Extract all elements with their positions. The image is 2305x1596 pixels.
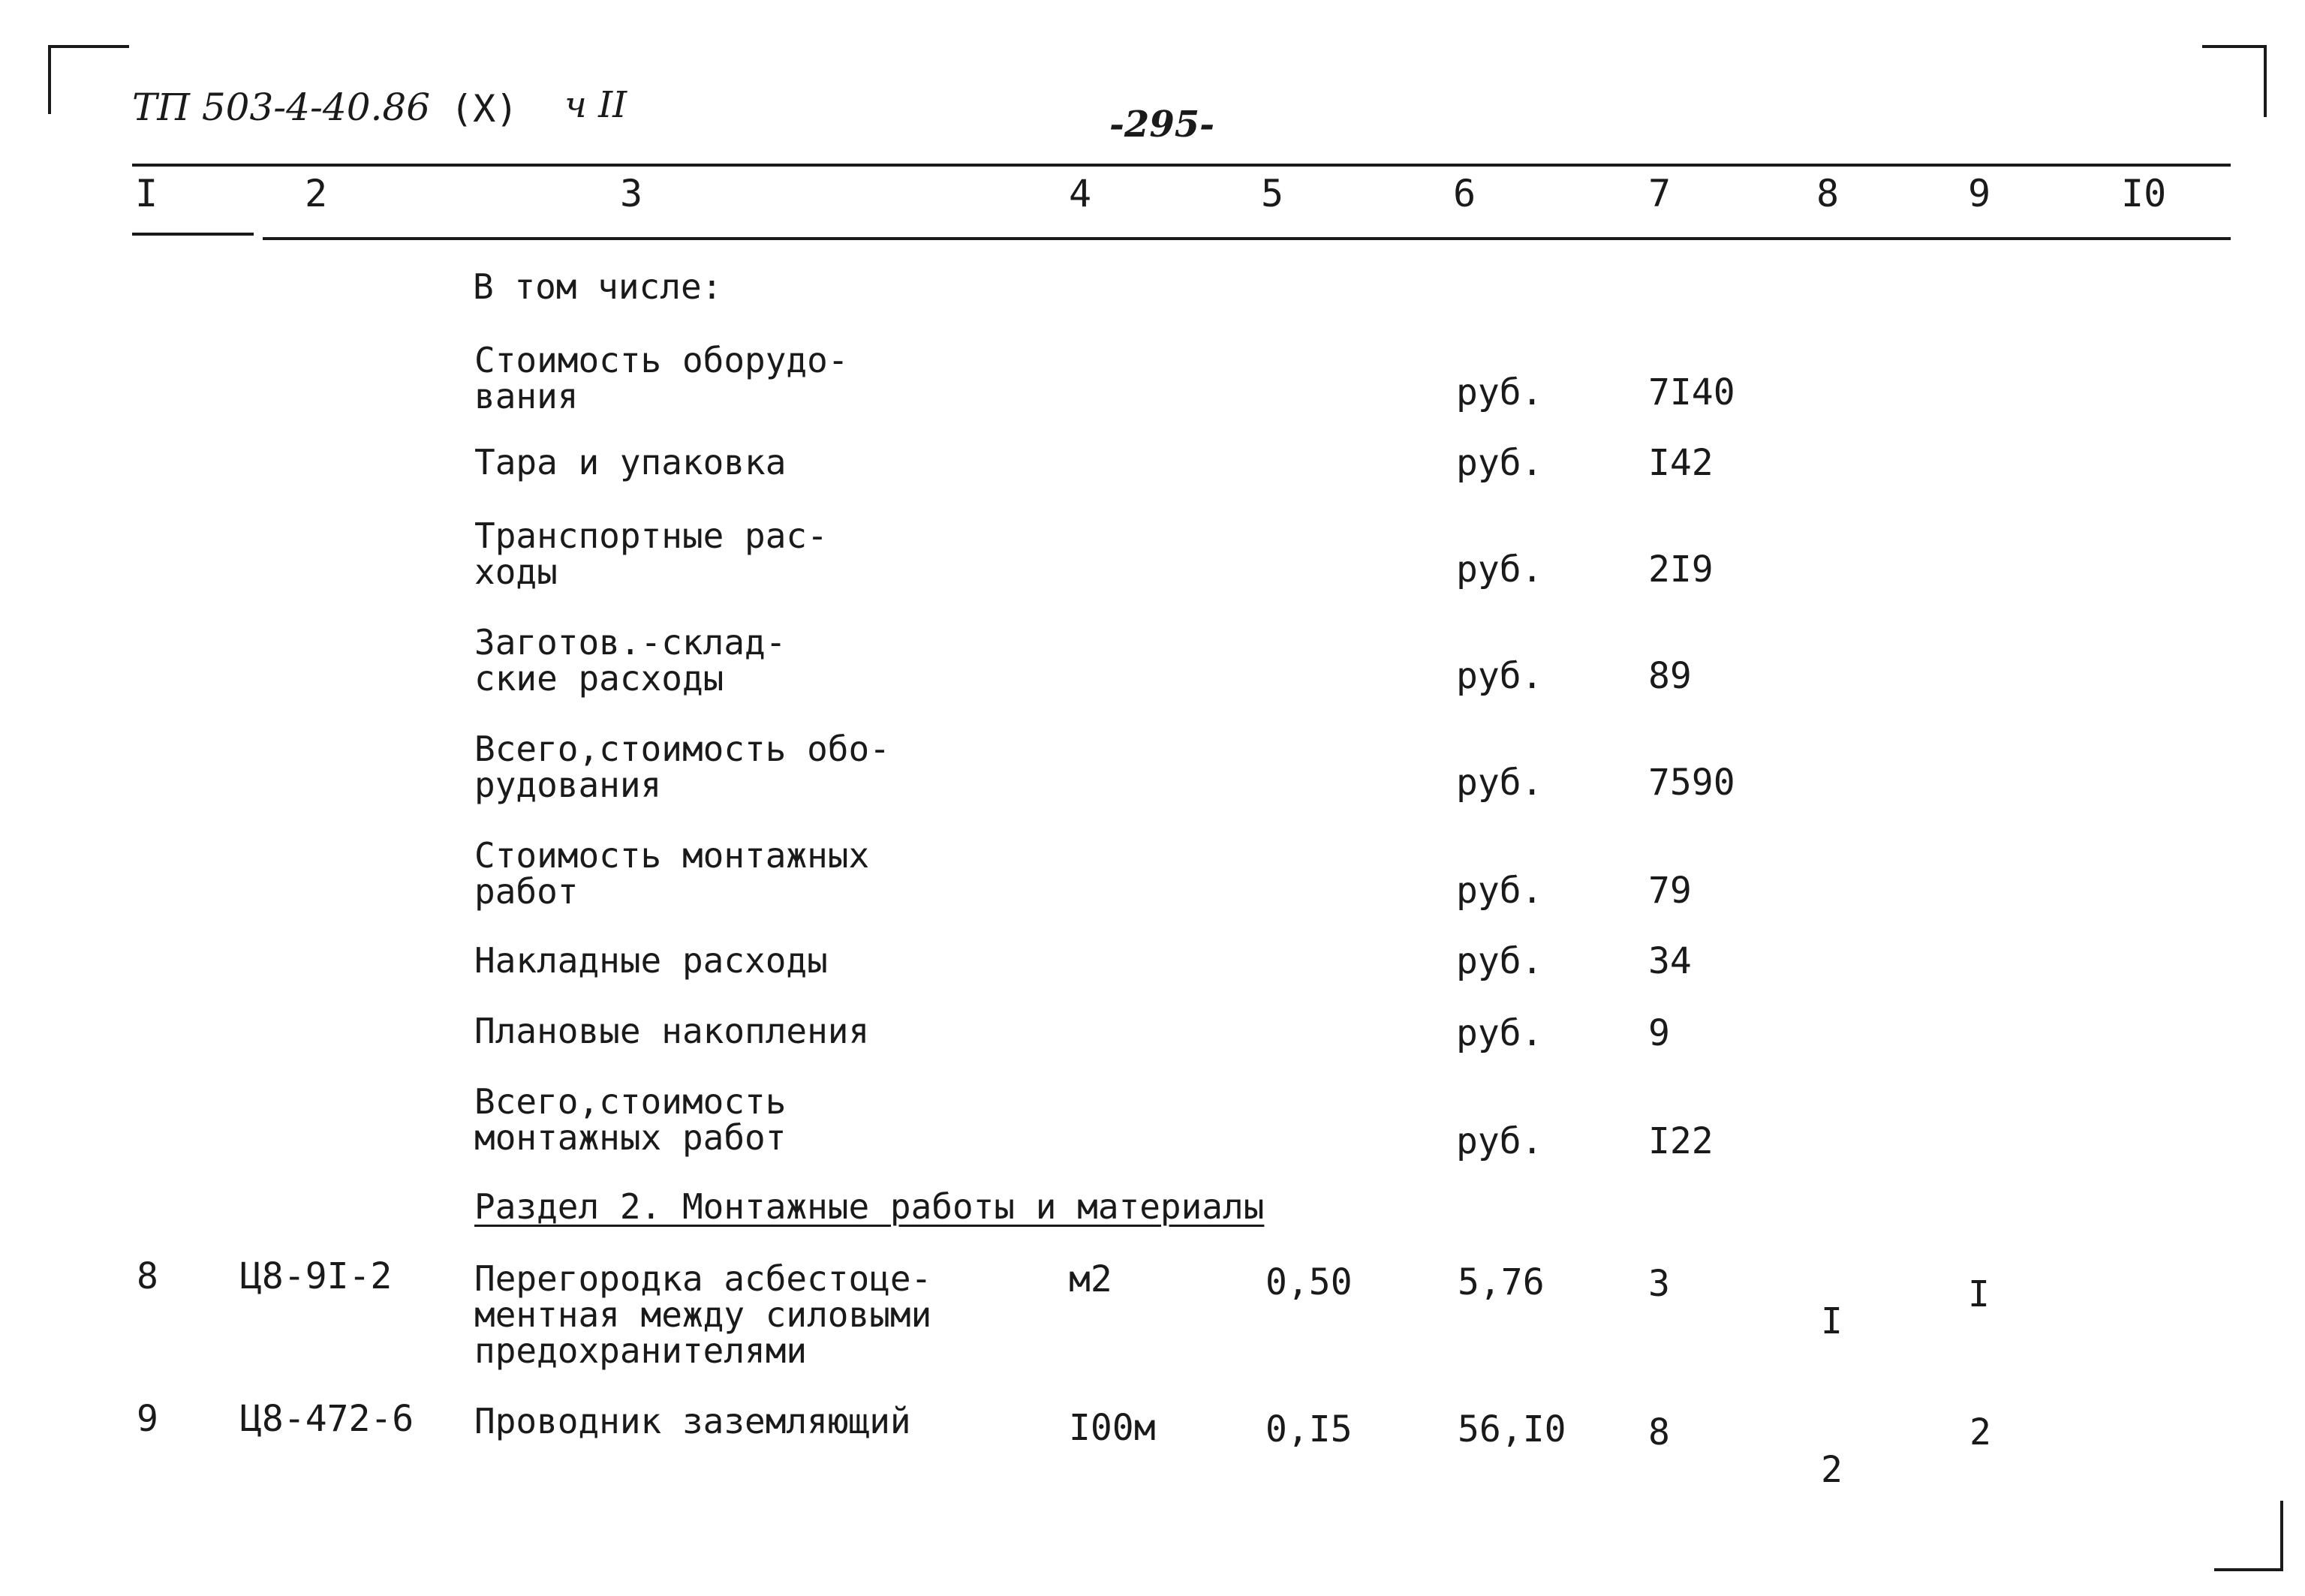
column-header-3: 3 (620, 172, 643, 215)
subtotal-value: 89 (1648, 655, 1692, 697)
item-col9: 2 (1969, 1411, 1991, 1453)
item-unit: м2 (1069, 1258, 1112, 1300)
subtotal-value: 9 (1648, 1012, 1670, 1054)
corner-mark-bottom-right (2214, 1501, 2283, 1571)
table-top-rule (132, 164, 2231, 167)
item-total: 8 (1648, 1411, 1670, 1453)
subtotal-unit: руб. (1456, 442, 1543, 484)
item-code: Ц8-472-6 (240, 1398, 414, 1440)
subtotal-unit: руб. (1456, 1120, 1543, 1162)
item-number: 9 (137, 1398, 158, 1440)
item-unit-price: 56,I0 (1458, 1408, 1566, 1450)
column-header-6: 6 (1453, 172, 1476, 215)
table-header-rule (263, 237, 2231, 240)
item-number: 8 (137, 1255, 158, 1297)
corner-mark-top-left (48, 45, 129, 114)
subtotal-name: Тара и упаковка (474, 442, 787, 482)
subtotal-unit: руб. (1456, 549, 1543, 591)
subtotal-unit: руб. (1456, 655, 1543, 697)
item-unit: I00м (1069, 1407, 1156, 1449)
subtotal-value: 79 (1648, 870, 1692, 912)
subtotal-value: 7590 (1648, 762, 1735, 804)
item-col9: I (1968, 1273, 1990, 1315)
column-header-5: 5 (1261, 172, 1284, 215)
column-header-9: 9 (1968, 172, 1991, 215)
item-col8: I (1821, 1300, 1843, 1342)
part-label: ч II (564, 84, 627, 126)
subtotal-name: Транспортные рас- ходы (474, 515, 828, 592)
column-header-10: I0 (2121, 172, 2167, 215)
item-total: 3 (1648, 1263, 1670, 1305)
subtotal-name: Всего,стоимость монтажных работ (474, 1081, 787, 1158)
table-header-rule-left (132, 233, 254, 236)
subtotal-name: Всего,стоимость обо- рудования (474, 729, 890, 805)
subtotal-value: 2I9 (1648, 549, 1714, 591)
subtotal-unit: руб. (1456, 870, 1543, 912)
item-name: Проводник заземляющий (474, 1401, 911, 1441)
subtotal-unit: руб. (1456, 762, 1543, 804)
item-unit-price: 5,76 (1458, 1261, 1545, 1303)
column-header-1: I (135, 172, 158, 215)
volume-label: (X) (450, 87, 519, 131)
subtotal-name: Накладные расходы (474, 940, 828, 981)
subtotal-name: Заготов.-склад- ские расходы (474, 622, 787, 699)
section-heading: Раздел 2. Монтажные работы и материалы (474, 1186, 1265, 1227)
subtotal-value: 7I40 (1648, 371, 1735, 413)
subtotal-name: Стоимость оборудо- вания (474, 340, 849, 416)
item-col8: 2 (1821, 1449, 1843, 1491)
column-header-7: 7 (1648, 172, 1672, 215)
corner-mark-top-right (2202, 45, 2267, 117)
subtotal-name: Плановые накопления (474, 1011, 870, 1051)
subtotal-name: Стоимость монтажных работ (474, 835, 870, 912)
subtotal-intro: В том числе: (473, 266, 723, 307)
page-number: -295- (1109, 104, 1215, 146)
subtotal-value: I42 (1648, 442, 1714, 484)
item-quantity: 0,50 (1265, 1261, 1353, 1303)
subtotal-unit: руб. (1456, 371, 1543, 413)
item-name: Перегородка асбестоце- ментная между силовыми предохранителями (474, 1258, 932, 1371)
item-quantity: 0,I5 (1265, 1408, 1353, 1450)
column-header-4: 4 (1069, 172, 1092, 215)
subtotal-value: I22 (1648, 1120, 1714, 1162)
item-code: Ц8-9I-2 (240, 1255, 393, 1297)
column-header-8: 8 (1816, 172, 1840, 215)
subtotal-unit: руб. (1456, 1012, 1543, 1054)
doc-code: ТП 503-4-40.86 (132, 86, 431, 129)
subtotal-unit: руб. (1456, 940, 1543, 982)
subtotal-value: 34 (1648, 940, 1692, 982)
column-header-2: 2 (305, 172, 328, 215)
